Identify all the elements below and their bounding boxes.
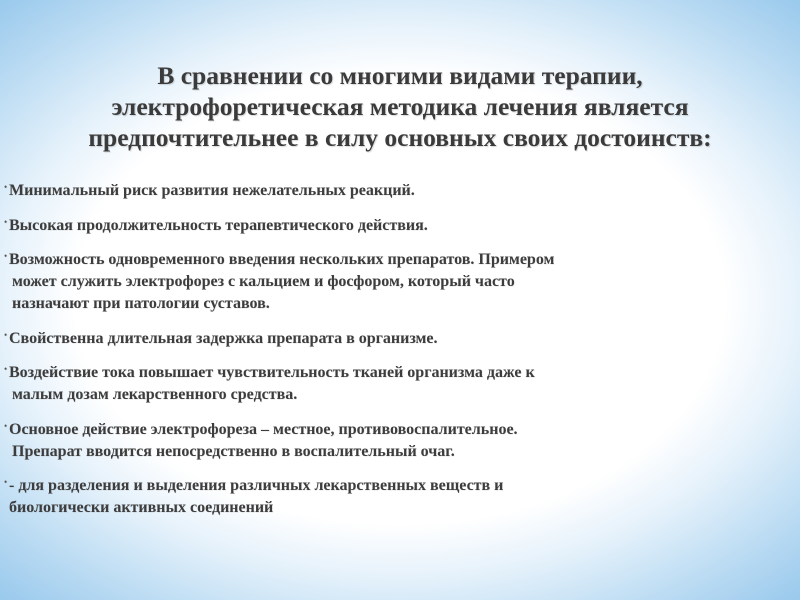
bullet-text: Воздействие тока повышает чувствительность тканей организма даже к [9,364,535,381]
bullet-marker-icon: • [4,477,8,487]
title-line: предпочтительнее в силу основных своих достоинств: [88,123,712,152]
bullet-item [4,419,784,463]
bullet-text: Возможность одновременного введения нескольких препаратов. Примером [9,251,555,268]
title-line: В сравнении со многими видами терапии, [157,61,643,90]
bullet-marker-icon: • [4,329,8,340]
bullet-text: Высокая продолжительность терапевтического действия. [9,216,428,234]
bullet-marker-icon: • [4,251,8,261]
bullet-text: Препарат вводится непосредственно в воспалительный очаг. [12,442,455,460]
bullet-text: Свойственна длительная задержка препарата в организме. [9,329,438,347]
bullet-marker-icon: • [4,182,8,192]
bullet-text: назначают при патологии суставов. [12,295,270,312]
title-line: электрофоретическая методика лечения является [111,92,689,121]
bullet-text: может служить электрофорез с кальцием и фосфором, который часто [12,273,515,290]
bullet-item [4,475,784,519]
bullet-item [4,249,784,315]
bullet-text: биологически активных соединений [9,499,274,516]
bullet-marker-icon: • [4,420,8,431]
slide-title [0,60,800,153]
bullet-text: Основное действие электрофореза – местное, противовоспалительное. [9,420,518,438]
bullet-text: - для разделения и выделения различных лекарственных веществ и [9,477,504,494]
bullet-marker-icon: • [4,216,8,227]
bullet-item [4,180,784,202]
bullet-list [4,180,784,532]
bullet-marker-icon: • [4,364,8,374]
bullet-text: Минимальный риск развития нежелательных реакций. [9,182,415,199]
bullet-text: малым дозам лекарственного средства. [12,386,298,403]
bullet-item [4,215,784,237]
bullet-item [4,362,784,406]
bullet-item [4,328,784,350]
